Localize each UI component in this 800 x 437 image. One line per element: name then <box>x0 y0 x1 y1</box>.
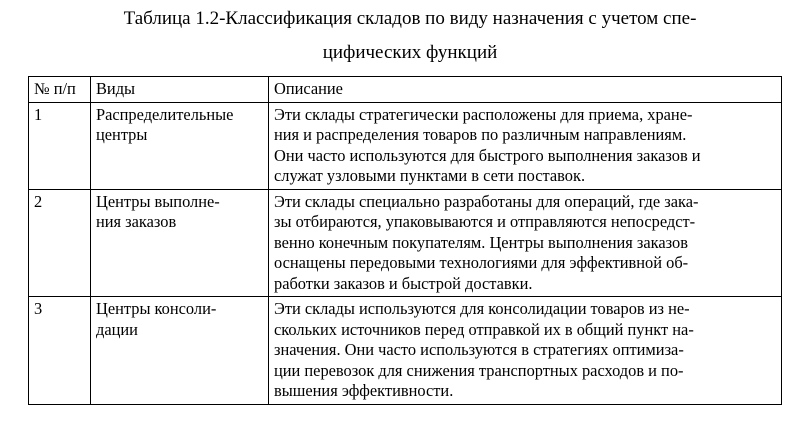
description-line: работки заказов и быстрой доставки. <box>274 273 533 293</box>
description-line: Эти склады стратегически расположены для приема, хране- <box>274 104 693 124</box>
description-line: ции перевозок для снижения транспортных расходов и по- <box>274 360 684 380</box>
caption-line-2: цифических функций <box>322 42 498 63</box>
description-line: ния и распределения товаров по различным направлениям. <box>274 125 687 144</box>
description-line: Эти склады специально разработаны для операций, где зака- <box>274 191 699 211</box>
description-line: скольких источников перед отправкой их в общий пункт на- <box>274 319 694 339</box>
kind-line: дации <box>96 319 138 339</box>
header-description: Описание <box>269 77 782 103</box>
description-line: венно конечным покупателям. Центры выполнения заказов <box>274 232 688 252</box>
description-line: вышения эффективности. <box>274 381 454 400</box>
kind-line: ния заказов <box>96 212 177 231</box>
table-row <box>29 189 782 297</box>
warehouse-classification-table <box>28 76 782 405</box>
description-line: значения. Они часто используются в стратегиях оптимиза- <box>274 340 684 359</box>
description-line: оснащены передовыми технологиями для эффективной об- <box>274 253 689 272</box>
row-num: 1 <box>29 102 91 189</box>
row-kind <box>91 189 269 297</box>
caption-line-1: Таблица 1.2-Классификация складов по виду назначения с учетом спе- <box>123 8 697 29</box>
description-line: Они часто используются для быстрого выполнения заказов и <box>274 145 701 165</box>
table-header-row <box>29 77 782 103</box>
row-kind <box>91 297 269 405</box>
table-row <box>29 297 782 405</box>
row-description <box>269 102 782 189</box>
row-num: 2 <box>29 189 91 297</box>
header-num: № п/п <box>29 77 91 103</box>
description-line: служат узловыми пунктами в сети поставок. <box>274 166 586 185</box>
kind-line: центры <box>96 125 148 144</box>
description-line: зы отбираются, упаковываются и отправляются непосредст- <box>274 212 696 231</box>
kind-line: Центры выполне- <box>96 191 220 211</box>
row-description <box>269 189 782 297</box>
row-description <box>269 297 782 405</box>
row-kind <box>91 102 269 189</box>
description-line: Эти склады используются для консолидации товаров из не- <box>274 299 690 318</box>
table-row <box>29 102 782 189</box>
header-kind: Виды <box>91 77 269 103</box>
kind-line: Распределительные <box>96 104 234 124</box>
row-num: 3 <box>29 297 91 405</box>
kind-line: Центры консоли- <box>96 299 217 318</box>
